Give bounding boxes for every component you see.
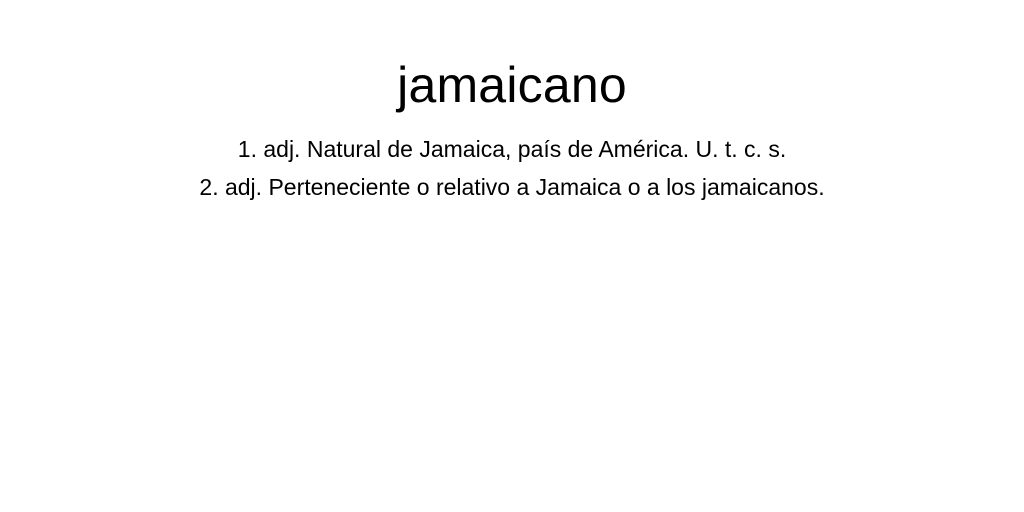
definition-list — [0, 130, 1024, 206]
definition-2: 2. adj. Perteneciente o relativo a Jamaica o a los jamaicanos. — [199, 174, 825, 200]
headword: jamaicano — [397, 57, 627, 113]
definition-1: 1. adj. Natural de Jamaica, país de América. U. t. c. s. — [237, 136, 787, 162]
